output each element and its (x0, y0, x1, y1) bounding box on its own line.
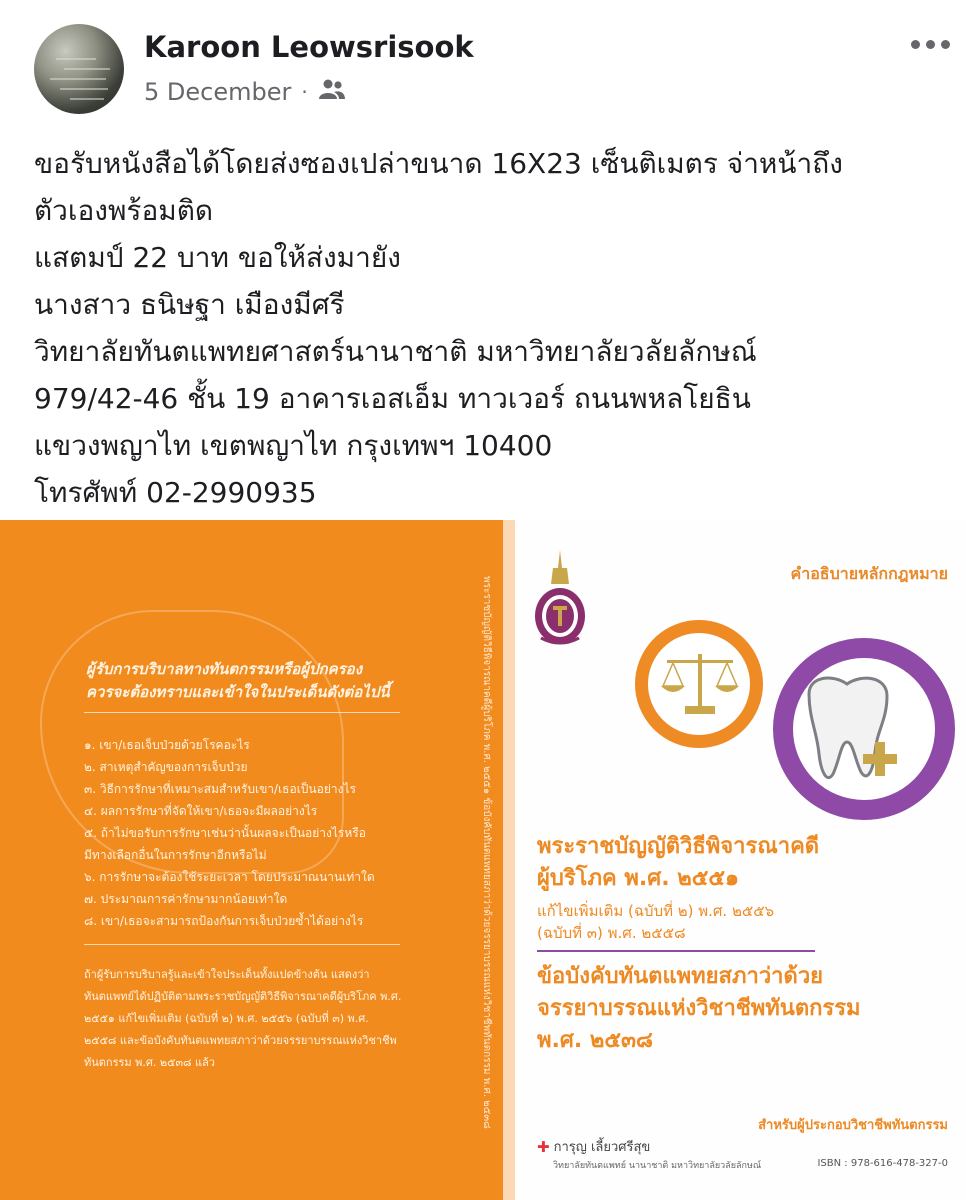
university-emblem-icon (531, 550, 589, 648)
tooth-icon (797, 672, 907, 792)
book-spine (503, 520, 515, 1200)
back-heading-line: ผู้รับการบริบาลทางทันตกรรมหรือผู้ปกครอง (86, 660, 363, 678)
list-item: มีทางเลือกอื่นในการรักษาอีกหรือไม่ (84, 848, 267, 862)
front-top-label: คำอธิบายหลักกฎหมาย (790, 564, 948, 583)
post-body (34, 140, 954, 516)
list-item: ๔. ผลการรักษาที่จัดให้เขา/เธอจะมีผลอย่างไร (84, 804, 318, 818)
back-heading-line: ควรจะต้องทราบและเข้าใจในประเด็นดังต่อไปนี้ (86, 683, 390, 701)
front-title-line: ผู้บริโภค พ.ศ. ๒๕๕๑ (537, 866, 739, 891)
list-item: ๒. สาเหตุสำคัญของการเจ็บป่วย (84, 760, 248, 774)
list-item: ๖. การรักษาจะต้องใช้ระยะเวลา โดยประมาณนานเท่าใด (84, 870, 375, 884)
post-line: ตัวเองพร้อมติด (34, 194, 214, 227)
post-date[interactable]: 5 December (144, 78, 292, 106)
more-options-icon[interactable] (911, 40, 950, 49)
front-subtitle-line: แก้ไขเพิ่มเติม (ฉบับที่ ๒) พ.ศ. ๒๕๕๖ (537, 902, 775, 920)
front-title-line: พระราชบัญญัติวิธีพิจารณาคดี (537, 834, 820, 859)
post-line: 979/42-46 ชั้น 19 อาคารเอสเอ็ม ทาวเวอร์ ถนนพหลโยธิน (34, 382, 751, 415)
red-cross-icon: ✚ (537, 1137, 550, 1156)
avatar[interactable] (34, 24, 124, 114)
back-list (84, 734, 375, 932)
divider (84, 944, 400, 945)
back-paragraph: ถ้าผู้รับการบริบาลรู้และเข้าใจประเด็นทั้งแปดข้างต้น แสดงว่า ทันตแพทย์ได้ปฏิบัติตามพระราชบัญญัติวิธีพิจารณาคดีผู้บริโภค พ.ศ. ๒๕๕๑ แก้ไขเพิ่มเติม (ฉบับที่ ๒) พ.ศ. ๒๕๕๖ (ฉบับที่ ๓) พ.ศ. ๒๕๕๘ และข้อบังคับทันตแพทยสภาว่าด้วยจรรยาบรรณแห่งวิชาชีพทันตกรรม พ.ศ. ๒๕๓๘ แล้ว (84, 968, 402, 1069)
friends-icon[interactable] (318, 78, 346, 106)
post-line: ขอรับหนังสือได้โดยส่งซองเปล่าขนาด 16X23 เซ็นติเมตร จ่าหน้าถึง (34, 147, 843, 180)
front-title-line: พ.ศ. ๒๕๓๘ (537, 1028, 654, 1053)
book-author (537, 1136, 650, 1157)
book-back-cover (0, 520, 503, 1200)
post-line: แขวงพญาไท เขตพญาไท กรุงเทพฯ 10400 (34, 429, 553, 462)
isbn: ISBN : 978-616-478-327-0 (817, 1158, 948, 1169)
post-meta (144, 78, 346, 106)
book-author-name: การุญ เลี้ยวศรีสุข (553, 1140, 651, 1155)
book-institution: วิทยาลัยทันตแพทย์ นานาชาติ มหาวิทยาลัยวลัยลักษณ์ (553, 1161, 762, 1171)
divider (84, 712, 400, 713)
list-item: ๗. ประมาณการค่ารักษามากน้อยเท่าใด (84, 892, 288, 906)
audience-label: สำหรับผู้ประกอบวิชาชีพทันตกรรม (758, 1118, 948, 1133)
list-item: ๘. เขา/เธอจะสามารถป้องกันการเจ็บป่วยซ้ำได้อย่างไร (84, 914, 364, 928)
post-line: นางสาว ธนิษฐา เมืองมีศรี (34, 288, 345, 321)
post-line: แสตมป์ 22 บาท ขอให้ส่งมายัง (34, 241, 401, 274)
post-line: โทรศัพท์ 02-2990935 (34, 476, 317, 509)
front-title-line: จรรยาบรรณแห่งวิชาชีพทันตกรรม (537, 996, 861, 1021)
list-item: ๕. ถ้าไม่ขอรับการรักษาเช่นว่านั้นผลจะเป็นอย่างไรหรือ (84, 826, 366, 840)
book-front-cover (515, 520, 966, 1200)
post-line: วิทยาลัยทันตแพทยศาสตร์นานาชาติ มหาวิทยาลัยวลัยลักษณ์ (34, 335, 757, 368)
front-divider (537, 950, 815, 952)
author-name[interactable]: Karoon Leowsrisook (144, 30, 474, 64)
post-image[interactable] (0, 520, 966, 1200)
back-heading (86, 658, 390, 704)
list-item: ๓. วิธีการรักษาที่เหมาะสมสำหรับเขา/เธอเป็นอย่างไร (84, 782, 356, 796)
meta-separator: · (301, 80, 308, 104)
list-item: ๑. เขา/เธอเจ็บป่วยด้วยโรคอะไร (84, 738, 250, 752)
scales-of-justice-icon (659, 648, 741, 718)
spine-text: พระราชบัญญัติวิธีพิจารณาคดีผู้บริโภค พ.ศ. ๒๕๕๑ ข้อบังคับทันตแพทยสภาว่าด้วยจรรยาบรรณแห่งวิชาชีพทันตกรรม พ.ศ. ๒๕๓๘ (481, 576, 492, 1129)
front-subtitle-line: (ฉบับที่ ๓) พ.ศ. ๒๕๕๘ (537, 924, 686, 942)
front-title-line: ข้อบังคับทันตแพทยสภาว่าด้วย (537, 964, 824, 989)
